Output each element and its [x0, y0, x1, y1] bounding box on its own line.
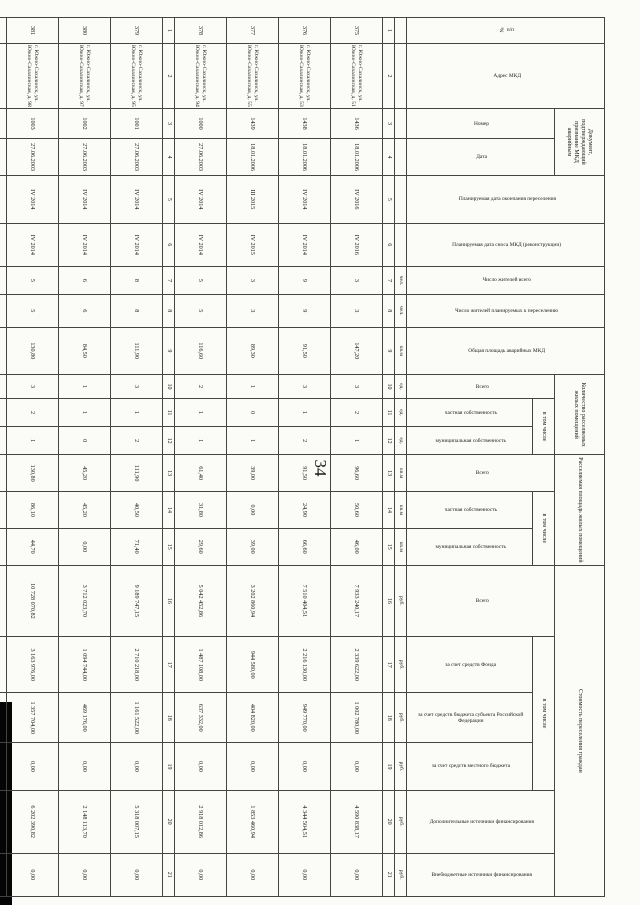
- table-cell: [0, 565, 7, 636]
- table-cell: 39,00: [227, 455, 279, 492]
- table-cell: 2: [331, 398, 383, 426]
- table-cell: 3 202 860,94: [227, 565, 279, 636]
- table-cell: 71,40: [111, 528, 163, 565]
- resettlement-table: [0, 17, 605, 897]
- header-premises-area-group: Расселяемая площадь жилых помещений: [555, 455, 605, 565]
- table-cell: III 2015: [227, 176, 279, 224]
- table-cell: 0,00: [227, 492, 279, 529]
- table-cell: 375: [331, 18, 383, 44]
- header-premises-total: Всего: [407, 375, 555, 399]
- table-cell: 1001: [111, 108, 163, 138]
- table-cell: IV 2014: [7, 223, 59, 266]
- table-cell: 3: [227, 295, 279, 327]
- table-cell: 0: [59, 427, 111, 455]
- table-cell: [0, 637, 7, 693]
- table-cell: [0, 375, 7, 399]
- resettlement-table-rotated: [26, 17, 605, 897]
- table-cell: 39,00: [227, 528, 279, 565]
- table-cell: 4 344 504,51: [279, 790, 331, 853]
- header-planned-residents: Число жителей планируемых к переселению: [407, 295, 605, 327]
- table-cell: 0,00: [59, 528, 111, 565]
- table-cell: 46,00: [331, 528, 383, 565]
- table-cell: IV 2015: [227, 223, 279, 266]
- column-numbers-row: 1 2 3 4 5 6 7 8 9 10 11 12 13 14 15 16 17 18 19 20 21: [383, 18, 395, 897]
- header-area-including: в том числе: [533, 492, 555, 566]
- table-cell: 0,00: [59, 743, 111, 791]
- table-cell: IV 2016: [331, 176, 383, 224]
- table-cell: 44,70: [7, 528, 59, 565]
- table-cell: 111,90: [111, 455, 163, 492]
- table-cell: 3 163 976,00: [7, 637, 59, 693]
- table-cell: 27.06.2003: [7, 139, 59, 176]
- table-cell: 27.06.2003: [59, 139, 111, 176]
- table-cell: IV 2014: [7, 176, 59, 224]
- table-cell: 378: [175, 18, 227, 44]
- table-cell: 1 094 744,00: [59, 637, 111, 693]
- table-cell: [0, 853, 7, 896]
- table-cell: IV 2014: [59, 223, 111, 266]
- table-cell: [0, 18, 7, 44]
- table-cell: 2 339 622,00: [331, 637, 383, 693]
- table-cell: г. Южно-Сахалинск, ул. Южно-Сахалинская, д. 98: [7, 43, 59, 108]
- header-doc-number: Номер: [407, 108, 555, 138]
- table-cell: 45,20: [59, 492, 111, 529]
- header-residents-count: Число жителей всего: [407, 266, 605, 294]
- table-cell: 18.01.2006: [227, 139, 279, 176]
- header-cost-extra-budget: Внебюджетные источники финансирования: [407, 853, 555, 896]
- table-cell: [0, 427, 7, 455]
- table-cell: 1 161 522,00: [111, 693, 163, 743]
- table-cell: 18.01.2006: [331, 139, 383, 176]
- table-cell: 4 590 838,17: [331, 790, 383, 853]
- table-cell: [0, 176, 7, 224]
- table-cell: IV 2014: [175, 223, 227, 266]
- table-cell: 1: [7, 427, 59, 455]
- table-cell: 0,00: [7, 743, 59, 791]
- table-cell: 9: [279, 266, 331, 294]
- table-cell: 1: [279, 398, 331, 426]
- table-cell: 0,00: [227, 853, 279, 896]
- table-cell: IV 2016: [331, 223, 383, 266]
- table-cell: 89,30: [227, 327, 279, 375]
- table-cell: [0, 223, 7, 266]
- table-cell: IV 2014: [111, 223, 163, 266]
- table-cell: 18.01.2006: [279, 139, 331, 176]
- table-cell: 0,00: [59, 853, 111, 896]
- header-cost-group: Стоимость переселения граждан: [555, 565, 605, 896]
- table-cell: 130,80: [7, 327, 59, 375]
- table-cell: 84,50: [59, 327, 111, 375]
- table-cell: 5: [175, 266, 227, 294]
- header-planned-demolition: Планируемая дата сноса МКД (реконструкции): [407, 223, 605, 266]
- table-body-bottom: [0, 18, 163, 897]
- header-total-area: Общая площадь аварийных МКД: [407, 327, 605, 375]
- table-cell: 404 820,00: [227, 693, 279, 743]
- units-row: чел. чел. кв.м ед. ед. ед. кв.м кв.м кв.м руб. руб. руб. руб. руб. руб.: [395, 18, 407, 897]
- table-cell: 1: [331, 427, 383, 455]
- table-cell: г. Южно-Сахалинск, ул. Южно-Сахалинская, д. 51: [331, 43, 383, 108]
- table-cell: 5: [7, 266, 59, 294]
- table-cell: 3: [331, 295, 383, 327]
- table-cell: 6 202 390,82: [7, 790, 59, 853]
- table-cell: 944 580,00: [227, 637, 279, 693]
- header-cost-including: в том числе: [533, 637, 555, 791]
- table-cell: 1003: [7, 108, 59, 138]
- table-cell: 7 933 240,17: [331, 565, 383, 636]
- table-cell: 116,60: [175, 327, 227, 375]
- table-row: [0, 18, 7, 897]
- header-doc-date: Дата: [407, 139, 555, 176]
- table-cell: 3: [331, 266, 383, 294]
- table-cell: 1002: [59, 108, 111, 138]
- table-cell: 2: [111, 427, 163, 455]
- table-row: [227, 18, 279, 897]
- table-cell: 66,60: [279, 528, 331, 565]
- table-cell: 31,80: [175, 492, 227, 529]
- header-premises-municipal: муниципальная собственность: [407, 427, 533, 455]
- table-cell: 637 332,00: [175, 693, 227, 743]
- table-cell: 5 318 007,15: [111, 790, 163, 853]
- table-cell: 7 510 404,51: [279, 565, 331, 636]
- table-cell: г. Южно-Сахалинск, ул. Южно-Сахалинская, д. 97: [59, 43, 111, 108]
- header-area-total: Всего: [407, 455, 555, 492]
- table-cell: г. Южно-Сахалинск, ул. Южно-Сахалинская, д. 95: [111, 43, 163, 108]
- table-body-repeat-header: [163, 18, 175, 897]
- table-cell: 1 853 460,94: [227, 790, 279, 853]
- table-cell: 1438: [279, 108, 331, 138]
- table-cell: [0, 743, 7, 791]
- table-cell: 5: [175, 295, 227, 327]
- header-area-private: частная собственность: [407, 492, 533, 529]
- table-cell: 96,60: [331, 455, 383, 492]
- table-cell: 1000: [175, 108, 227, 138]
- header-cost-additional: Дополнительные источники финансирования: [407, 790, 555, 853]
- table-cell: 1: [227, 427, 279, 455]
- table-cell: 27.06.2003: [175, 139, 227, 176]
- table-cell: 949 770,00: [279, 693, 331, 743]
- table-cell: 3: [331, 375, 383, 399]
- table-cell: 0,00: [331, 853, 383, 896]
- table-cell: [0, 327, 7, 375]
- table-cell: 380: [59, 18, 111, 44]
- header-premises-count-group: Количество расселяемых жилых помещений: [555, 375, 605, 455]
- table-cell: 10 728 070,82: [7, 565, 59, 636]
- column-numbers-row-repeat: 1 2 3 4 5 6 7 8 9 10 11 12 13 14 15 16 17 18 19 20 21: [163, 18, 175, 897]
- table-cell: 0: [227, 398, 279, 426]
- table-row: [279, 18, 331, 897]
- table-cell: [0, 139, 7, 176]
- table-cell: [0, 455, 7, 492]
- table-cell: 2 918 012,86: [175, 790, 227, 853]
- table-cell: 61,40: [175, 455, 227, 492]
- table-cell: [0, 492, 7, 529]
- table-row: [59, 18, 111, 897]
- table-cell: 147,20: [331, 327, 383, 375]
- table-cell: 9: [279, 295, 331, 327]
- table-cell: 5 042 452,86: [175, 565, 227, 636]
- table-cell: 3: [227, 266, 279, 294]
- table-cell: 1 487 108,00: [175, 637, 227, 693]
- table-cell: [0, 266, 7, 294]
- header-cost-local: за счет средств местного бюджета: [407, 743, 533, 791]
- table-cell: 2: [7, 398, 59, 426]
- table-cell: 1: [59, 375, 111, 399]
- table-cell: 1: [175, 427, 227, 455]
- table-cell: 379: [111, 18, 163, 44]
- table-cell: 0,00: [111, 743, 163, 791]
- table-cell: 0,00: [279, 743, 331, 791]
- header-cost-fund: за счет средств Фонда: [407, 637, 533, 693]
- table-cell: IV 2014: [175, 176, 227, 224]
- table-cell: 91,50: [279, 327, 331, 375]
- header-cost-regional: за счет средств бюджета субъекта Российской Федерации: [407, 693, 533, 743]
- table-cell: 0,00: [227, 743, 279, 791]
- table-row: [111, 18, 163, 897]
- table-cell: 376: [279, 18, 331, 44]
- table-cell: IV 2014: [279, 223, 331, 266]
- table-cell: 130,80: [7, 455, 59, 492]
- table-cell: [0, 528, 7, 565]
- table-cell: 2 216 130,00: [279, 637, 331, 693]
- table-cell: 5: [7, 295, 59, 327]
- table-cell: 9 189 747,15: [111, 565, 163, 636]
- table-cell: 381: [7, 18, 59, 44]
- table-cell: г. Южно-Сахалинск, ул. Южно-Сахалинская, д. 53: [279, 43, 331, 108]
- header-no: № п/п: [407, 18, 605, 44]
- header-planned-completion: Планируемая дата окончания переселения: [407, 176, 605, 224]
- table-cell: IV 2014: [279, 176, 331, 224]
- header-address: Адрес МКД: [407, 43, 605, 108]
- header-cost-total: Всего: [407, 565, 555, 636]
- table-cell: 86,10: [7, 492, 59, 529]
- table-row: [331, 18, 383, 897]
- table-cell: 3 712 023,70: [59, 565, 111, 636]
- table-cell: 24,90: [279, 492, 331, 529]
- table-cell: 1439: [227, 108, 279, 138]
- table-cell: 2 148 113,70: [59, 790, 111, 853]
- table-cell: 29,60: [175, 528, 227, 565]
- table-cell: 111,90: [111, 327, 163, 375]
- table-cell: 1: [111, 398, 163, 426]
- table-cell: [0, 790, 7, 853]
- table-cell: 0,00: [175, 743, 227, 791]
- header-premises-including: в том числе: [533, 398, 555, 454]
- table-cell: [0, 295, 7, 327]
- table-cell: 8: [111, 295, 163, 327]
- table-row: [175, 18, 227, 897]
- table-cell: 50,60: [331, 492, 383, 529]
- table-cell: 1: [175, 398, 227, 426]
- table-body-top: [175, 18, 383, 897]
- table-cell: 0,00: [331, 743, 383, 791]
- table-row: [7, 18, 59, 897]
- table-cell: 377: [227, 18, 279, 44]
- table-cell: 0,00: [175, 853, 227, 896]
- table-cell: 8: [111, 266, 163, 294]
- table-cell: [0, 43, 7, 108]
- header-premises-private: частная собственность: [407, 398, 533, 426]
- table-cell: 2: [279, 427, 331, 455]
- header-document-group: Документ, подтверждающий признание МКД аварийным: [555, 108, 605, 175]
- table-cell: 45,20: [59, 455, 111, 492]
- header-area-municipal: муниципальная собственность: [407, 528, 533, 565]
- table-cell: 27.06.2003: [111, 139, 163, 176]
- table-cell: [0, 108, 7, 138]
- table-cell: 6: [59, 295, 111, 327]
- table-cell: 1 357 704,00: [7, 693, 59, 743]
- table-cell: г. Южно-Сахалинск, ул. Южно-Сахалинская, д. 55: [227, 43, 279, 108]
- table-cell: 2: [175, 375, 227, 399]
- table-cell: 3: [279, 375, 331, 399]
- table-cell: 3: [7, 375, 59, 399]
- table-cell: [0, 398, 7, 426]
- table-cell: 2 710 218,00: [111, 637, 163, 693]
- table-cell: 91,50: [279, 455, 331, 492]
- table-cell: 1: [59, 398, 111, 426]
- page-number: 34: [311, 459, 330, 477]
- table-cell: 3: [111, 375, 163, 399]
- table-cell: 40,50: [111, 492, 163, 529]
- table-cell: 0,00: [7, 853, 59, 896]
- table-cell: [0, 693, 7, 743]
- table-cell: 1 002 780,00: [331, 693, 383, 743]
- table-cell: 0,00: [111, 853, 163, 896]
- table-cell: IV 2014: [59, 176, 111, 224]
- table-cell: 469 176,00: [59, 693, 111, 743]
- table-cell: г. Южно-Сахалинск, ул. Южно-Сахалинская, д. 94: [175, 43, 227, 108]
- table-cell: 0,00: [279, 853, 331, 896]
- table-cell: 6: [59, 266, 111, 294]
- table-cell: 1: [227, 375, 279, 399]
- table-cell: IV 2014: [111, 176, 163, 224]
- table-cell: 1436: [331, 108, 383, 138]
